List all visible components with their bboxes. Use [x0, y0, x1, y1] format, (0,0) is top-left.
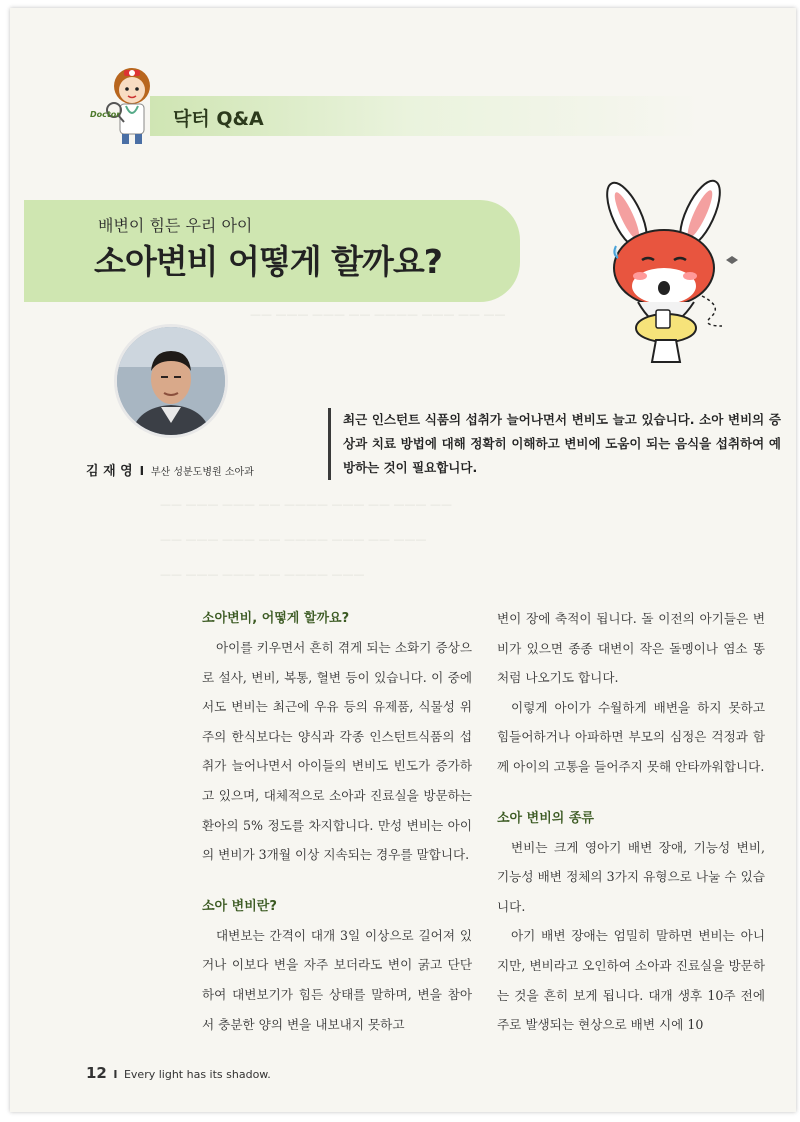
body-paragraph: 이렇게 아이가 수월하게 배변을 하지 못하고 힘들어하거나 아파하면 부모의 심정은 걱정과 함께 아이의 고통을 들어주지 못해 안타까워합니다.	[497, 699, 765, 774]
show-through-text: —— ——— ——— —— ———— ——— —— ——	[250, 308, 506, 321]
show-through-text: —— ——— ——— —— ———— ——— —— ——— ——	[160, 498, 452, 511]
author-separator: I	[139, 464, 145, 478]
show-through-text: —— ——— ——— —— ———— ———	[160, 568, 365, 581]
page-number: 12	[86, 1064, 107, 1082]
body-paragraph: 아기 배변 장애는 엄밀히 말하면 변비는 아니지만, 변비라고 오인하여 소아과 진료실을 방문하는 것을 흔히 보게 됩니다. 대개 생후 10주 전에 주로 발생되는 현상으로 배변 시에 10	[497, 928, 765, 1033]
doctor-tag: Doctor	[90, 110, 121, 119]
rabbit-toilet-illustration	[582, 176, 762, 366]
body-paragraph: 변이 장에 축적이 됩니다. 돌 이전의 아기들은 변비가 있으면 종종 대변이 작은 돌멩이나 염소 똥처럼 나오기도 합니다.	[497, 611, 765, 686]
author-portrait-icon	[117, 327, 225, 435]
author-photo	[114, 324, 228, 438]
footer-tagline: Every light has its shadow.	[123, 1068, 271, 1081]
author-name: 김 재 영	[86, 464, 133, 479]
section-heading: 소아 변비의 종류	[497, 810, 594, 826]
right-column	[497, 604, 765, 1040]
body-paragraph: 변비는 크게 영아기 배변 장애, 기능성 변비, 기능성 배변 정체의 3가지 유형으로 나눌 수 있습니다.	[497, 839, 765, 914]
section-title: 닥터 Q&A	[173, 108, 264, 130]
section-heading: 소아변비, 어떻게 할까요?	[202, 611, 350, 626]
magazine-page	[10, 8, 796, 1112]
show-through-text: —— ——— ——— —— ———— ——— —— ———	[160, 533, 427, 546]
body-paragraph: 아이를 키우면서 흔히 겪게 되는 소화기 증상으로 설사, 변비, 복통, 혈변 등이 있습니다. 이 중에서도 변비는 최근에 우유 등의 유제품, 식물성 위주의 한식보다는 양식과 각종 인스턴트식품의 섭취가 늘어나면서 아이들의 변비도 빈도가 증가하고 있으며, 대체적으로 소아과 진료실을 방문하는 환아의 5% 정도를 차지합니다. 만성 변비는 아이의 변비가 3개월 이상 지속되는 경우를 말합니다.	[202, 640, 472, 863]
page-footer	[86, 1064, 271, 1082]
section-heading: 소아 변비란?	[202, 898, 277, 914]
article-subtitle: 배변이 힘든 우리 아이	[98, 216, 253, 235]
author-credit	[86, 460, 254, 479]
intro-paragraph: 최근 인스턴트 식품의 섭취가 늘어나면서 변비도 늘고 있습니다. 소아 변비의 증상과 치료 방법에 대해 정확히 이해하고 변비에 도움이 되는 음식을 섭취하여 예방하는 것이 필요합니다.	[328, 408, 781, 480]
footer-separator: I	[113, 1068, 118, 1081]
left-column	[202, 604, 472, 1039]
author-affiliation: 부산 성분도병원 소아과	[150, 467, 254, 478]
article-title: 소아변비 어떻게 할까요?	[94, 242, 442, 281]
body-paragraph: 대변보는 간격이 대개 3일 이상으로 길어져 있거나 이보다 변을 자주 보더라도 변이 굵고 단단하여 대변보기가 힘든 상태를 말하며, 변을 참아서 충분한 양의 변을 내보내지 못하고	[202, 927, 472, 1032]
